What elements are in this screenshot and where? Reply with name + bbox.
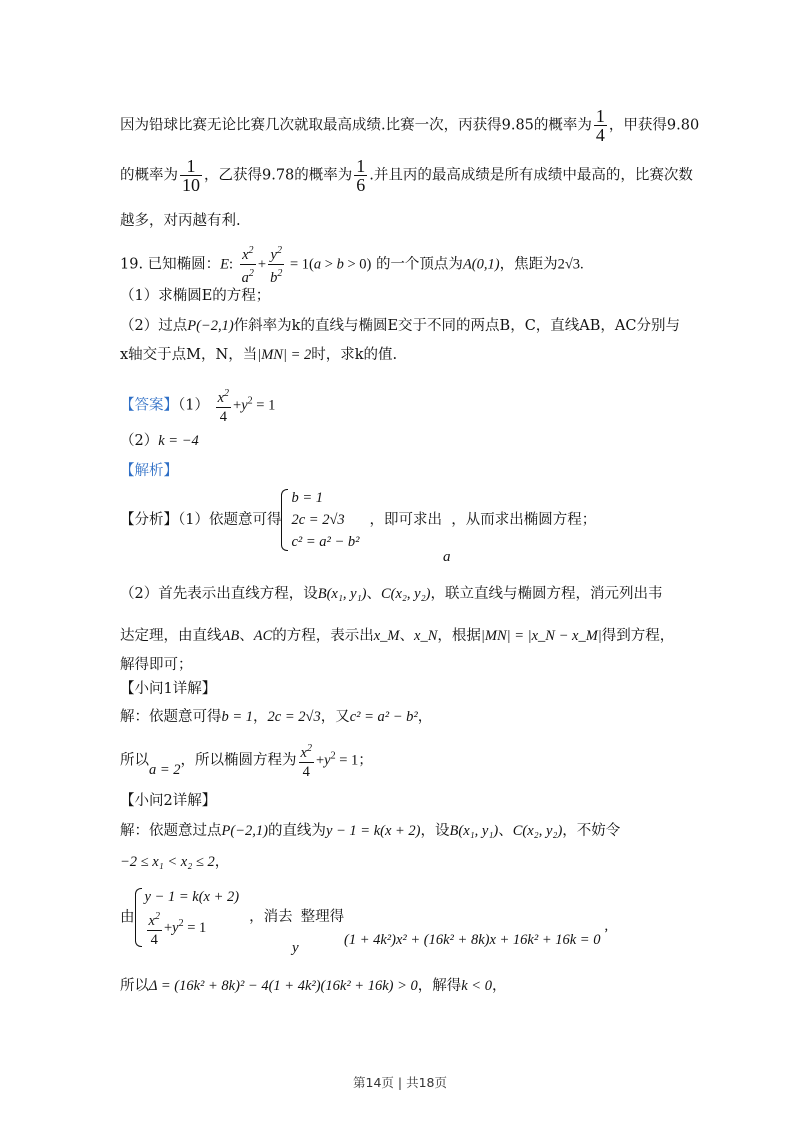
sub1-line1: 解：依题意可得b = 1，2c = 2√3，又c² = a² − b²， [120,709,433,725]
page-footer: 第14页 | 共18页 [353,1075,447,1090]
quadratic-equation: (1 + 4k²)x² + (16k² + 8k)x + 16k² + 16k = 0, [344,918,609,948]
para1-line1: 因为铅球比赛无论比赛几次就取最高成绩.比赛一次，丙获得9.85的概率为 $\frac{1}{4}$ ，甲获得9.80 [120,106,700,145]
answer-line2: （2）k = −4 [120,433,199,449]
fraction-x2-4: $\frac{x^2}{4}$ [216,385,231,426]
q19-part1: （1）求椭圆E的方程； [120,288,271,304]
sub1-title: 【小问1详解】 [120,681,217,697]
analysis-p2-line3: 解得即可； [120,657,193,673]
sub2-system-line: 由 y − 1 = k(x + 2) $\frac{x^2}{4}$ $+y^2 = 1$ ，消去 整理得 [120,886,344,949]
answer-line1: 【答案】（1） $\frac{x^2}{4}$ $+y^2 = 1$ [120,385,275,426]
sub2-delta-line: 所以Δ = (16k² + 8k)² − 4(1 + 4k²)(16k² + 16k) > 0，解得k < 0， [120,978,507,994]
sub2-line2: −2 ≤ x₁ < x₂ ≤ 2， [120,854,230,870]
system-equations-1: b = 1 2c = 2√3 c² = a² − b² [281,487,359,553]
q19-stem: 19. 已知椭圆：E: $\frac{x^2}{a^2}$ + $\frac{y^2}{b^2}$ = 1(a > b > 0) 的一个顶点为A(0,1)，焦距为2√3. [120,242,584,287]
analysis-p2-line2: 达定理，由直线AB、AC的方程，表示出x_M、x_N，根据|MN| = |x_N − x_M|得到方程， [120,628,675,644]
fraction-1-4: $\frac{1}{4}$ [595,106,605,145]
eliminated-y-variable: y [292,940,299,956]
sub2-line1: 解：依题意过点P(−2,1)的直线为y − 1 = k(x + 2)，设B(x₁, y₁)、C(x₂, y₂)，不妨令 [120,823,621,839]
fenxi-a-variable: a [443,549,451,565]
fraction-x2-a2: $\frac{x^2}{a^2}$ [240,242,256,287]
system-equations-2: y − 1 = k(x + 2) $\frac{x^2}{4}$ $+y^2 = 1$ [135,886,240,949]
analysis-tag: 【解析】 [120,463,178,479]
q19-part2-line1: （2）过点P(−2,1)作斜率为k的直线与椭圆E交于不同的两点B，C，直线AB，AC分别与 [120,318,680,334]
para1-line3: 越多，对丙越有利. [120,213,241,229]
fraction-y2-b2: $\frac{y^2}{b^2}$ [268,242,284,287]
analysis-fenxi: 【分析】（1）依题意可得 b = 1 2c = 2√3 c² = a² − b² ，即可求出 ，从而求出椭圆方程； [120,487,596,553]
fraction-x2-4-sub1: $\frac{x^2}{4}$ [299,740,314,781]
sub2-title: 【小问2详解】 [120,793,217,809]
fraction-1-6: $\frac{1}{6}$ [356,156,366,195]
answer-tag: 【答案】 [120,397,178,414]
sub1-line2: 所以a = 2，所以椭圆方程为 $\frac{x^2}{4}$ $+y^2 = 1$； [120,740,373,781]
analysis-p2-line1: （2）首先表示出直线方程，设B(x₁, y₁)、C(x₂, y₂)，联立直线与椭圆方程，消元列出韦 [120,586,663,602]
para1-line2: 的概率为 $\frac{1}{10}$ ，乙获得9.78的概率为 $\frac{1}{6}$ .并且丙的最高成绩是所有成绩中最高的，比赛次数 [120,156,693,195]
q19-part2-line2: x轴交于点M，N，当|MN| = 2时，求k的值. [120,347,398,363]
fraction-1-10: $\frac{1}{10}$ [182,156,200,195]
